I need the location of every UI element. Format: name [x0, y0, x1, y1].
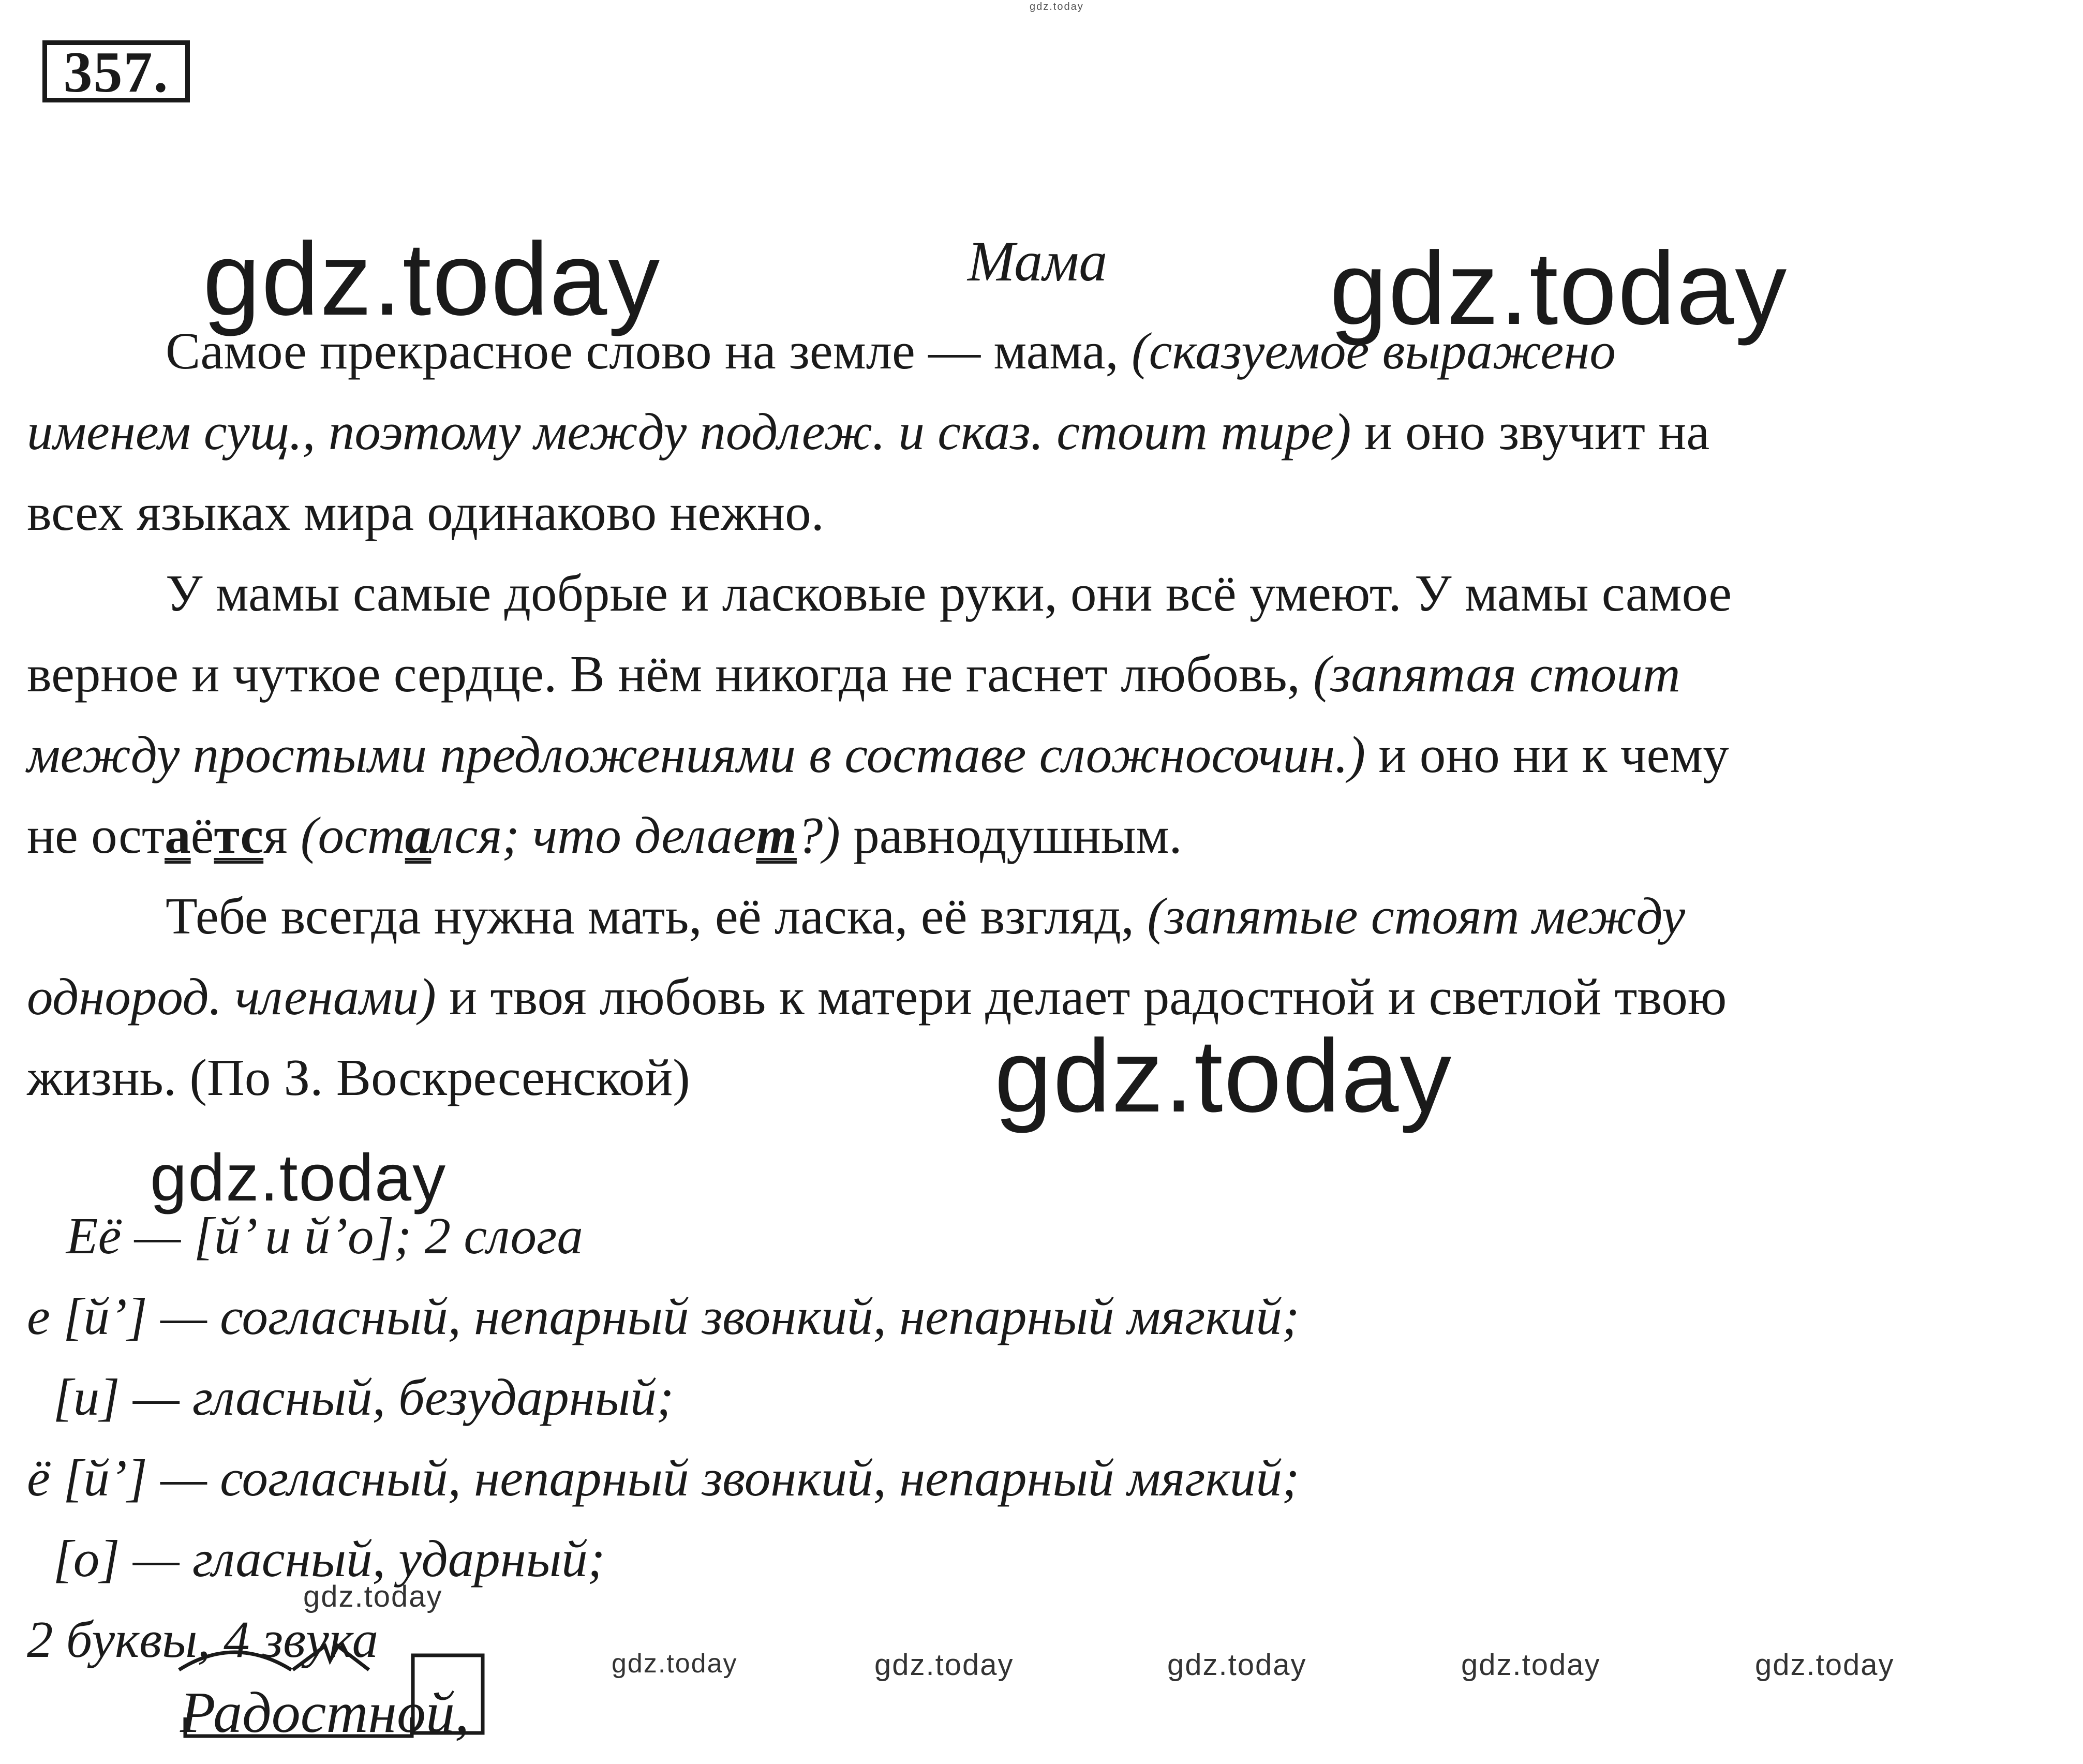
- p2-word-part-1: не ост: [27, 806, 165, 864]
- p2-line2-note: (запятая стоит: [1313, 645, 1680, 703]
- watermark: gdz.today: [1167, 1648, 1307, 1682]
- p2-line4-tail: равнодушным.: [840, 806, 1182, 864]
- analysis-line: 2 буквы, 4 звука: [27, 1610, 379, 1668]
- phonetic-analysis: [27, 1195, 1683, 1680]
- morpheme-word: Радостной,: [180, 1681, 469, 1745]
- watermark: gdz.today: [1461, 1648, 1601, 1682]
- watermark: gdz.today: [150, 1141, 447, 1215]
- watermark: gdz.today: [1030, 1, 1084, 12]
- p2-line1-text: У мамы самые добрые и ласковые руки, они всё умеют. У мамы самое: [166, 564, 1732, 622]
- watermark: gdz.today: [1755, 1648, 1895, 1682]
- p3-line1-text: Тебе всегда нужна мать, её ласка, её взгляд,: [166, 887, 1148, 945]
- watermark: gdz.today: [303, 1580, 443, 1613]
- p3-line3-text: жизнь. (По З. Воскресенской): [27, 1048, 690, 1106]
- analysis-line: [и] — гласный, безударный;: [27, 1368, 674, 1426]
- analysis-line: [о] — гласный, ударный;: [27, 1530, 605, 1588]
- morpheme-analysis: [180, 1679, 469, 1746]
- paragraph-1: [27, 310, 2065, 553]
- analysis-line: ё [й’] — согласный, непарный звонкий, непарный мягкий;: [27, 1449, 1300, 1507]
- base-bracket-icon: [185, 1717, 412, 1736]
- watermark: gdz.today: [994, 1018, 1453, 1134]
- p3-line2-text: и твоя любовь к матери делает радостной и светлой твою: [436, 968, 1727, 1026]
- analysis-line: Её — [й’ и й’о]; 2 слога: [27, 1207, 583, 1265]
- p2-check-3: ?): [796, 806, 841, 864]
- suffix-mark-icon: [293, 1646, 369, 1670]
- p3-line2-note: однород. членами): [27, 968, 436, 1026]
- exercise-number: 357.: [42, 40, 190, 102]
- p3-line1-note: (запятые стоят между: [1147, 887, 1686, 945]
- root-arc-icon: [179, 1652, 291, 1670]
- p1-line1-text: Самое прекрасное слово на земле — мама,: [166, 322, 1132, 380]
- watermark: gdz.today: [612, 1649, 738, 1679]
- p2-check-2: лся; что делае: [431, 806, 756, 864]
- morpheme-marks: [175, 1640, 496, 1764]
- paragraph-2: [27, 553, 2065, 876]
- watermark: gdz.today: [203, 221, 661, 337]
- p2-check-1: (ост: [300, 806, 405, 864]
- analysis-line: е [й’] — согласный, непарный звонкий, непарный мягкий;: [27, 1287, 1300, 1345]
- text-title: Мама: [968, 230, 1108, 293]
- p2-word-ending-ts: тс: [214, 806, 264, 864]
- morpheme-word-wrapper: [180, 1679, 469, 1746]
- watermark: gdz.today: [874, 1648, 1014, 1682]
- p1-line2-text: и оно звучит на: [1351, 403, 1710, 461]
- p2-line3-text: и оно ни к чему: [1365, 725, 1729, 783]
- p1-line3-text: всех языках мира одинаково нежно.: [27, 483, 824, 541]
- p1-line2-note: именем сущ., поэтому между подлеж. и сказ. стоит тире): [27, 403, 1351, 461]
- p1-line1-note: (сказуемое выражено: [1131, 322, 1616, 380]
- ending-box-icon: [413, 1655, 483, 1733]
- watermark: gdz.today: [1330, 231, 1788, 346]
- p2-check-letter-t: т: [756, 806, 797, 864]
- p2-word-part-3: я: [263, 806, 301, 864]
- p2-word-vowel-a: а: [165, 806, 191, 864]
- p2-line2-text: верное и чуткое сердце. В нём никогда не гаснет любовь,: [27, 645, 1314, 703]
- p2-word-part-2: ё: [190, 806, 214, 864]
- p2-check-vowel-a: а: [405, 806, 432, 864]
- p2-line3-note: между простыми предложениями в составе сложносочин.): [27, 725, 1366, 783]
